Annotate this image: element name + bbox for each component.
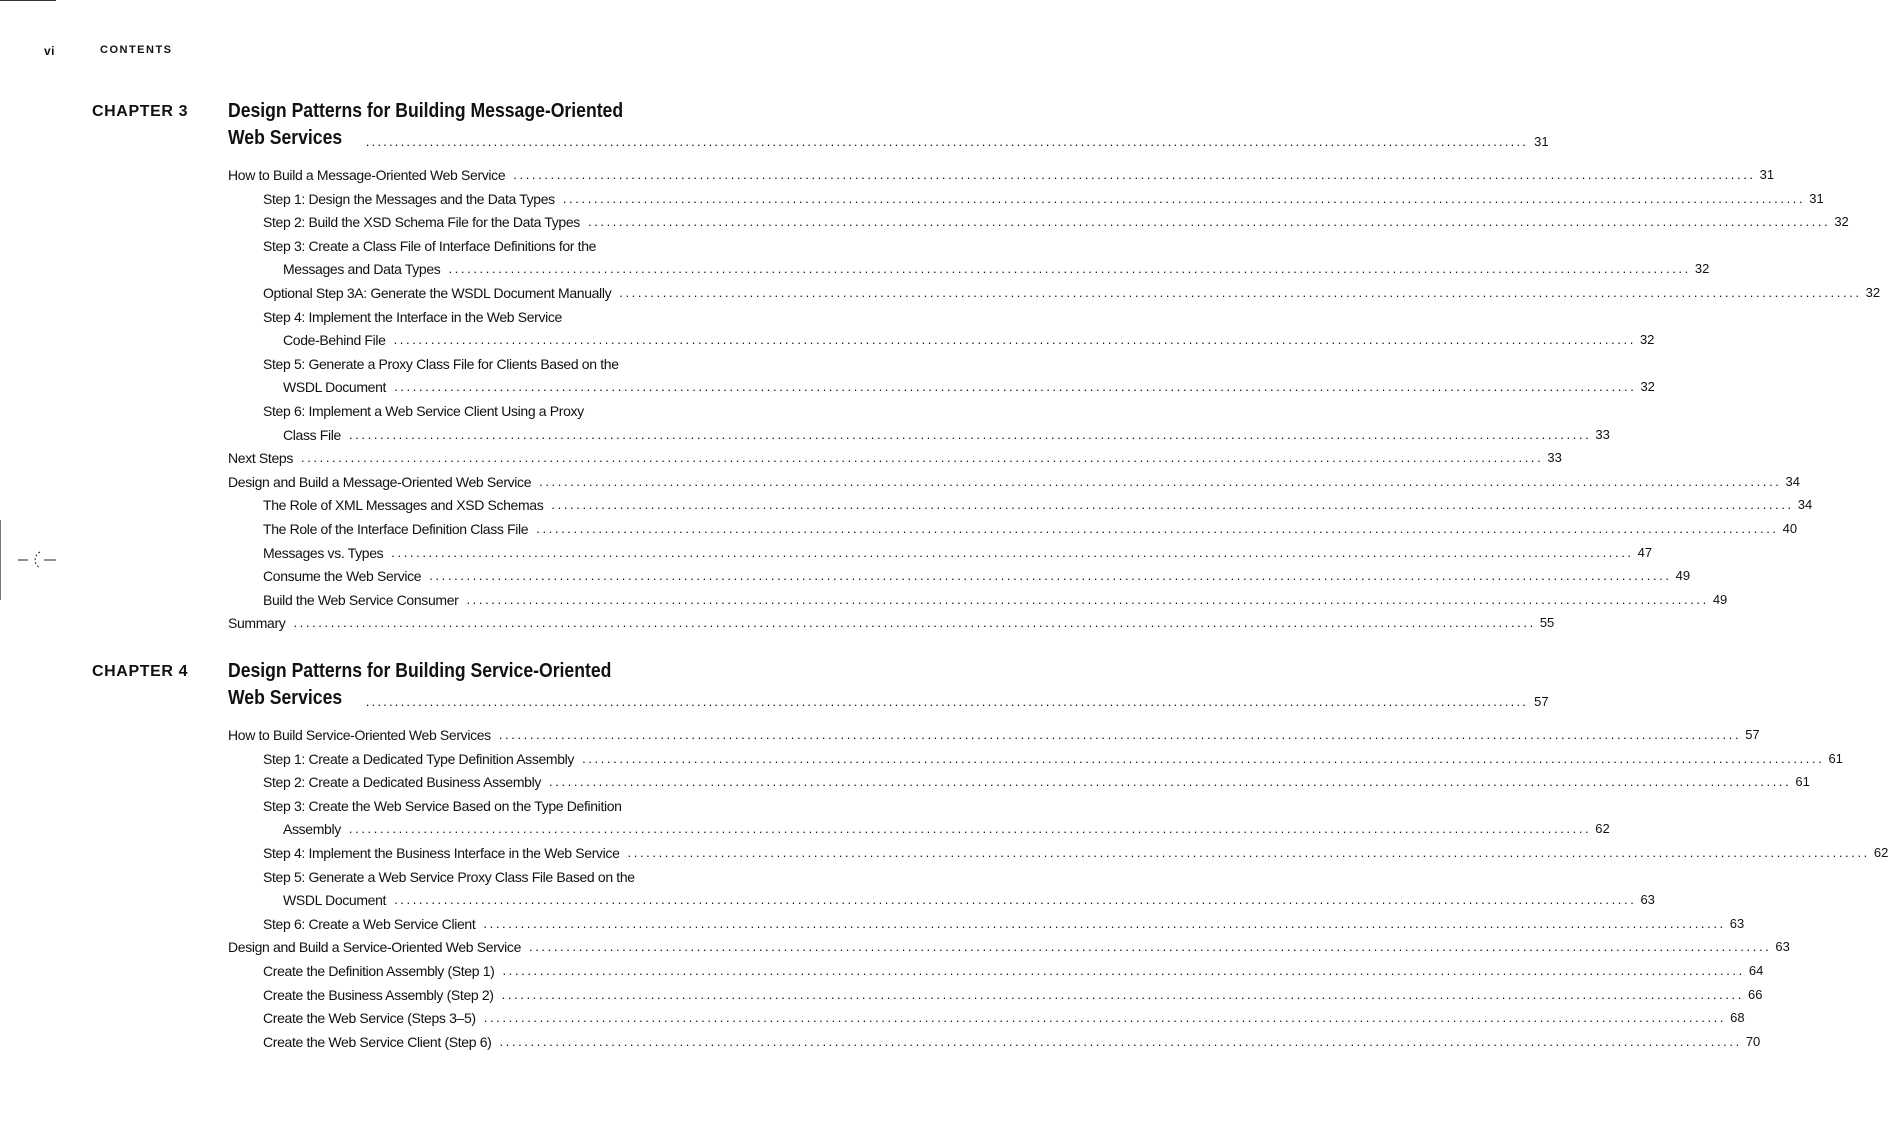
dot-leader: ........................................................................................................................................................................................................	[627, 845, 1870, 860]
toc-entry[interactable]	[263, 184, 1824, 208]
toc-entry[interactable]	[283, 372, 1655, 396]
toc-entry-title: The Role of XML Messages and XSD Schemas	[263, 497, 544, 514]
toc-entry[interactable]	[283, 254, 1710, 278]
toc-entry-title: Build the Web Service Consumer	[263, 591, 459, 608]
chapter-label: CHAPTER 3	[92, 103, 189, 120]
toc-entry[interactable]	[283, 885, 1655, 909]
dot-leader: ........................................................................................................................................................................................................	[499, 1033, 1742, 1049]
toc-page-number: 32	[1834, 214, 1849, 230]
toc-entry-title: Create the Business Assembly (Step 2)	[263, 986, 494, 1003]
dot-leader: ........................................................................................................................................................................................................	[466, 591, 1709, 607]
crop-mark-icon	[0, 520, 60, 600]
toc-page-number: 34	[1797, 497, 1813, 513]
chapter-page-number: 31	[1534, 134, 1549, 149]
top-rule	[0, 0, 56, 1]
toc-entry-title: Code-Behind File	[283, 332, 386, 349]
toc-entry-title: Step 4: Implement the Interface in the Web Service	[263, 308, 562, 325]
toc-entry-title: Messages vs. Types	[263, 544, 384, 561]
chapter-page-number: 57	[1534, 694, 1549, 709]
toc-page-number: 32	[1640, 379, 1655, 395]
toc-page-number: 61	[1828, 750, 1843, 766]
toc-page-number: 34	[1785, 473, 1800, 489]
dot-leader: ........................................................................................................................................................................................................	[619, 285, 1862, 300]
toc-entry[interactable]	[263, 1003, 1745, 1027]
toc-page-number: 63	[1775, 939, 1790, 955]
dot-leader: ........................................................................................................................................................................................................	[394, 892, 1637, 908]
toc-entry-title: Class File	[283, 426, 341, 443]
toc-entry[interactable]	[263, 585, 1728, 609]
toc-entry[interactable]	[283, 325, 1655, 349]
toc-entry-title: Optional Step 3A: Generate the WSDL Document Manually	[263, 285, 612, 301]
toc-page-number: 62	[1873, 845, 1888, 860]
chapter-title-line[interactable]	[228, 684, 1549, 710]
toc-entry	[263, 302, 712, 326]
toc-entry	[263, 231, 712, 255]
toc-page-number: 33	[1595, 426, 1610, 442]
dot-leader: ........................................................................................................................................................................................................	[536, 521, 1779, 536]
dot-leader: ........................................................................................................................................................................................................	[513, 167, 1756, 182]
toc-entry[interactable]	[263, 538, 1653, 562]
toc-page-number: 31	[1809, 190, 1824, 206]
toc-page-number: 64	[1748, 963, 1764, 978]
toc-entry-title: Assembly	[283, 821, 341, 838]
dot-leader: ........................................................................................................................................................................................................	[293, 615, 1536, 631]
toc-entry-title: Create the Web Service (Steps 3–5)	[263, 1010, 476, 1027]
chapter-title: Design Patterns for Building Message-Oriented	[228, 100, 624, 122]
toc-entry[interactable]	[228, 932, 1790, 956]
toc-entry-title: Step 1: Create a Dedicated Type Definition Assembly	[263, 750, 575, 767]
toc-entry-title: Step 4: Implement the Business Interface in the Web Service	[263, 845, 620, 861]
toc-entry[interactable]	[228, 443, 1562, 467]
toc-page-number: 70	[1745, 1033, 1761, 1049]
toc-entry-title: Messages and Data Types	[283, 261, 441, 278]
dot-leader: ........................................................................................................................................................................................................	[348, 821, 1592, 837]
chapter-title-end: Web Services	[228, 687, 343, 709]
toc-page-number: 49	[1712, 591, 1728, 607]
toc-entry[interactable]	[263, 838, 1888, 862]
toc-page-number: 32	[1639, 332, 1655, 348]
toc-page-number: 31	[1759, 167, 1775, 182]
dot-leader: ........................................................................................................................................................................................................	[391, 544, 1634, 560]
chapter-label: CHAPTER 4	[92, 663, 189, 680]
toc-entry	[263, 862, 712, 886]
toc-entry[interactable]	[228, 467, 1800, 491]
toc-entry-title: Next Steps	[228, 450, 293, 467]
dot-leader: ........................................................................................................................................................................................................	[365, 134, 1529, 149]
toc-page-number: 33	[1547, 450, 1562, 466]
toc-page-number: 57	[1745, 727, 1760, 742]
toc-entry-title: Create the Definition Assembly (Step 1)	[263, 963, 495, 979]
toc-entry[interactable]	[263, 514, 1798, 538]
toc-entry-title: How to Build a Message-Oriented Web Service	[228, 167, 506, 183]
dot-leader: ........................................................................................................................................................................................................	[548, 774, 1792, 790]
page-number: vi	[44, 44, 56, 58]
toc-entry-title: WSDL Document	[283, 379, 387, 396]
toc-entry[interactable]	[263, 767, 1810, 791]
toc-entry-title: Step 3: Create the Web Service Based on the Type Definition	[263, 797, 622, 814]
dot-leader: ........................................................................................................................................................................................................	[498, 727, 1742, 742]
toc-entry[interactable]	[228, 160, 1775, 184]
toc-entry[interactable]	[263, 744, 1843, 768]
toc-entry-title: Design and Build a Message-Oriented Web Service	[228, 473, 532, 490]
toc-page-number: 32	[1694, 261, 1710, 277]
toc-page-number: 62	[1595, 821, 1610, 837]
dot-leader: ........................................................................................................................................................................................................	[429, 568, 1672, 584]
dot-leader: ........................................................................................................................................................................................................	[483, 915, 1726, 931]
toc-entry-title: Summary	[228, 615, 286, 632]
dot-leader: ........................................................................................................................................................................................................	[393, 332, 1636, 348]
toc-page-number: 63	[1729, 915, 1745, 931]
toc-entry[interactable]	[228, 608, 1555, 632]
toc-entry[interactable]	[263, 980, 1763, 1004]
toc-entry-title: Step 5: Generate a Proxy Class File for Clients Based on the	[263, 355, 619, 372]
toc-page-number: 68	[1730, 1010, 1745, 1026]
toc-entry-title: Step 1: Design the Messages and the Data Types	[263, 190, 555, 207]
toc-entry[interactable]	[263, 909, 1745, 933]
dot-leader: ........................................................................................................................................................................................................	[529, 939, 1772, 955]
toc-entry-title: Consume the Web Service	[263, 568, 422, 585]
dot-leader: ........................................................................................................................................................................................................	[587, 214, 1831, 230]
toc-entry-title: Step 2: Build the XSD Schema File for the Data Types	[263, 214, 580, 231]
toc-page-number: 55	[1539, 615, 1555, 631]
toc-entry	[263, 791, 712, 815]
dot-leader: ........................................................................................................................................................................................................	[562, 190, 1806, 206]
toc-page-number: 40	[1782, 521, 1798, 536]
toc-page-number: 47	[1637, 544, 1653, 560]
toc-entry-title: The Role of the Interface Definition Class File	[263, 521, 529, 537]
toc-entry	[263, 396, 712, 420]
toc-entry[interactable]	[263, 207, 1849, 231]
toc-entry-title: WSDL Document	[283, 892, 387, 909]
dot-leader: ........................................................................................................................................................................................................	[551, 497, 1794, 513]
toc-entry-title: Design and Build a Service-Oriented Web Service	[228, 939, 521, 956]
toc-entry-title: Step 2: Create a Dedicated Business Assembly	[263, 774, 541, 791]
toc-page-number: 66	[1747, 986, 1763, 1002]
chapter-title-end: Web Services	[228, 127, 343, 149]
dot-leader: ........................................................................................................................................................................................................	[539, 473, 1782, 489]
toc-entry-title: How to Build Service-Oriented Web Services	[228, 727, 491, 743]
dot-leader: ........................................................................................................................................................................................................	[365, 694, 1529, 709]
toc-entry-title: Step 3: Create a Class File of Interface Definitions for the	[263, 237, 597, 254]
dot-leader: ........................................................................................................................................................................................................	[501, 986, 1744, 1002]
toc-page-number: 61	[1795, 774, 1810, 790]
toc-entry-title: Step 6: Implement a Web Service Client Using a Proxy	[263, 403, 584, 419]
toc-entry[interactable]	[263, 490, 1813, 514]
toc-entry[interactable]	[283, 814, 1610, 838]
toc-entry-title: Create the Web Service Client (Step 6)	[263, 1033, 492, 1050]
chapter-title-line[interactable]	[228, 124, 1549, 150]
dot-leader: ........................................................................................................................................................................................................	[502, 963, 1745, 978]
dot-leader: ........................................................................................................................................................................................................	[300, 450, 1544, 466]
toc-entry[interactable]	[283, 420, 1610, 444]
toc-entry-title: Step 5: Generate a Web Service Proxy Class File Based on the	[263, 868, 635, 885]
toc-entry[interactable]	[263, 561, 1691, 585]
dot-leader: ........................................................................................................................................................................................................	[582, 750, 1825, 766]
toc-entry-title: Step 6: Create a Web Service Client	[263, 915, 476, 932]
toc-entry[interactable]	[263, 278, 1881, 302]
toc-entry[interactable]	[263, 1027, 1761, 1051]
toc-page-number: 63	[1640, 892, 1655, 908]
dot-leader: ........................................................................................................................................................................................................	[448, 261, 1691, 277]
toc-entry[interactable]	[228, 720, 1760, 744]
toc-entry	[263, 349, 712, 373]
dot-leader: ........................................................................................................................................................................................................	[394, 379, 1637, 395]
running-head: CONTENTS	[100, 44, 173, 56]
toc-page-number: 32	[1865, 285, 1881, 300]
toc-entry[interactable]	[263, 956, 1764, 980]
dot-leader: ........................................................................................................................................................................................................	[483, 1010, 1727, 1026]
dot-leader: ........................................................................................................................................................................................................	[348, 426, 1592, 442]
toc-page-number: 49	[1675, 568, 1691, 584]
chapter-title: Design Patterns for Building Service-Oriented	[228, 660, 612, 682]
